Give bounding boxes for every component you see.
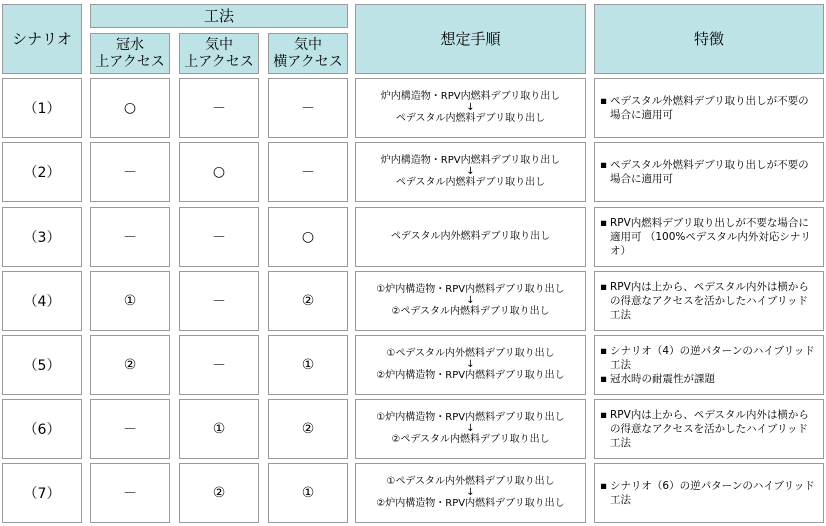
feature-item <box>600 372 817 386</box>
procedure-step: ①炉内構造物・RPV内燃料デブリ取り出し <box>376 284 565 295</box>
down-arrow-icon: ↓ <box>466 102 475 113</box>
procedure-step: ペデスタル内燃料デブリ取り出し <box>395 113 546 124</box>
method-air-top: ○ <box>179 142 259 202</box>
procedure-step: ②ペデスタル内燃料デブリ取り出し <box>391 306 550 317</box>
header-method-col-3: 気中 横アクセス <box>268 33 348 74</box>
feature-item <box>600 94 817 122</box>
procedure-step: ②炉内構造物・RPV内燃料デブリ取り出し <box>376 498 565 509</box>
down-arrow-icon: ↓ <box>466 487 475 498</box>
feature-item <box>600 479 817 507</box>
header-method-col-2: 気中 上アクセス <box>179 33 259 74</box>
method-air-top: ② <box>179 463 259 523</box>
procedure-cell <box>355 207 586 267</box>
feature-text: RPV内は上から、ペデスタル内外は横からの得意なアクセスを活かしたハイブリッド工法 <box>610 281 809 321</box>
bullet-icon: ▪ <box>600 217 608 229</box>
down-arrow-icon: ↓ <box>466 295 475 306</box>
scenario-id: （1） <box>2 78 82 138</box>
method-air-top: ① <box>179 399 259 459</box>
method-air-side: ① <box>268 463 348 523</box>
scenario-id: （3） <box>2 207 82 267</box>
procedure-cell <box>355 335 586 395</box>
method-air-side: ① <box>268 335 348 395</box>
feature-text: ペデスタル外燃料デブリ取り出しが不要の場合に適用可 <box>610 95 809 121</box>
feature-text: 冠水時の耐震性が課題 <box>610 373 715 385</box>
method-flooded-top: － <box>90 142 170 202</box>
feature-cell <box>594 399 824 459</box>
scenario-id: （5） <box>2 335 82 395</box>
method-air-top: － <box>179 207 259 267</box>
bullet-icon: ▪ <box>600 409 608 421</box>
method-flooded-top: － <box>90 399 170 459</box>
feature-item <box>600 344 817 372</box>
method-air-top: － <box>179 78 259 138</box>
procedure-step: ②ペデスタル内燃料デブリ取り出し <box>391 434 550 445</box>
procedure-step: ②炉内構造物・RPV内燃料デブリ取り出し <box>376 370 565 381</box>
procedure-step: ①炉内構造物・RPV内燃料デブリ取り出し <box>376 412 565 423</box>
down-arrow-icon: ↓ <box>466 166 475 177</box>
feature-cell <box>594 271 824 331</box>
feature-cell <box>594 335 824 395</box>
scenario-id: （7） <box>2 463 82 523</box>
method-air-top: － <box>179 271 259 331</box>
header-method-col-1: 冠水 上アクセス <box>90 33 170 74</box>
feature-item <box>600 216 817 258</box>
method-flooded-top: － <box>90 207 170 267</box>
bullet-icon: ▪ <box>600 480 608 492</box>
feature-item <box>600 408 817 450</box>
feature-text: シナリオ（6）の逆パターンのハイブリッド工法 <box>610 480 815 506</box>
header-procedure: 想定手順 <box>355 4 586 74</box>
method-air-side: ○ <box>268 207 348 267</box>
feature-text: RPV内燃料デブリ取り出しが不要な場合に適用可 （100%ペデスタル内外対応シナリオ） <box>610 217 811 257</box>
method-flooded-top: － <box>90 463 170 523</box>
scenario-id: （4） <box>2 271 82 331</box>
procedure-cell <box>355 78 586 138</box>
method-air-side: － <box>268 78 348 138</box>
feature-cell <box>594 207 824 267</box>
feature-item <box>600 158 817 186</box>
method-air-side: ② <box>268 271 348 331</box>
method-flooded-top: ② <box>90 335 170 395</box>
feature-cell <box>594 78 824 138</box>
bullet-icon: ▪ <box>600 159 608 171</box>
procedure-step: ①ペデスタル内外燃料デブリ取り出し <box>386 476 555 487</box>
procedure-step: ペデスタル内外燃料デブリ取り出し <box>390 231 551 242</box>
down-arrow-icon: ↓ <box>466 359 475 370</box>
procedure-step: ①ペデスタル内外燃料デブリ取り出し <box>386 348 555 359</box>
bullet-icon: ▪ <box>600 345 608 357</box>
scenario-id: （6） <box>2 399 82 459</box>
procedure-step: 炉内構造物・RPV内燃料デブリ取り出し <box>380 91 561 102</box>
header-method: 工法 <box>90 4 348 28</box>
feature-cell <box>594 142 824 202</box>
method-air-top: － <box>179 335 259 395</box>
feature-cell <box>594 463 824 523</box>
procedure-cell <box>355 271 586 331</box>
procedure-cell <box>355 463 586 523</box>
procedure-cell <box>355 142 586 202</box>
feature-text: ペデスタル外燃料デブリ取り出しが不要の場合に適用可 <box>610 159 809 185</box>
procedure-cell <box>355 399 586 459</box>
scenario-id: （2） <box>2 142 82 202</box>
method-flooded-top: ○ <box>90 78 170 138</box>
down-arrow-icon: ↓ <box>466 423 475 434</box>
procedure-step: 炉内構造物・RPV内燃料デブリ取り出し <box>380 155 561 166</box>
method-flooded-top: ① <box>90 271 170 331</box>
header-scenario: シナリオ <box>2 4 82 74</box>
method-air-side: － <box>268 142 348 202</box>
bullet-icon: ▪ <box>600 95 608 107</box>
feature-text: RPV内は上から、ペデスタル内外は横からの得意なアクセスを活かしたハイブリッド工法 <box>610 409 809 449</box>
header-feature: 特徴 <box>594 4 824 74</box>
feature-text: シナリオ（4）の逆パターンのハイブリッド工法 <box>610 345 815 371</box>
bullet-icon: ▪ <box>600 373 608 385</box>
method-air-side: ② <box>268 399 348 459</box>
feature-item <box>600 280 817 322</box>
bullet-icon: ▪ <box>600 281 608 293</box>
procedure-step: ペデスタル内燃料デブリ取り出し <box>395 177 546 188</box>
